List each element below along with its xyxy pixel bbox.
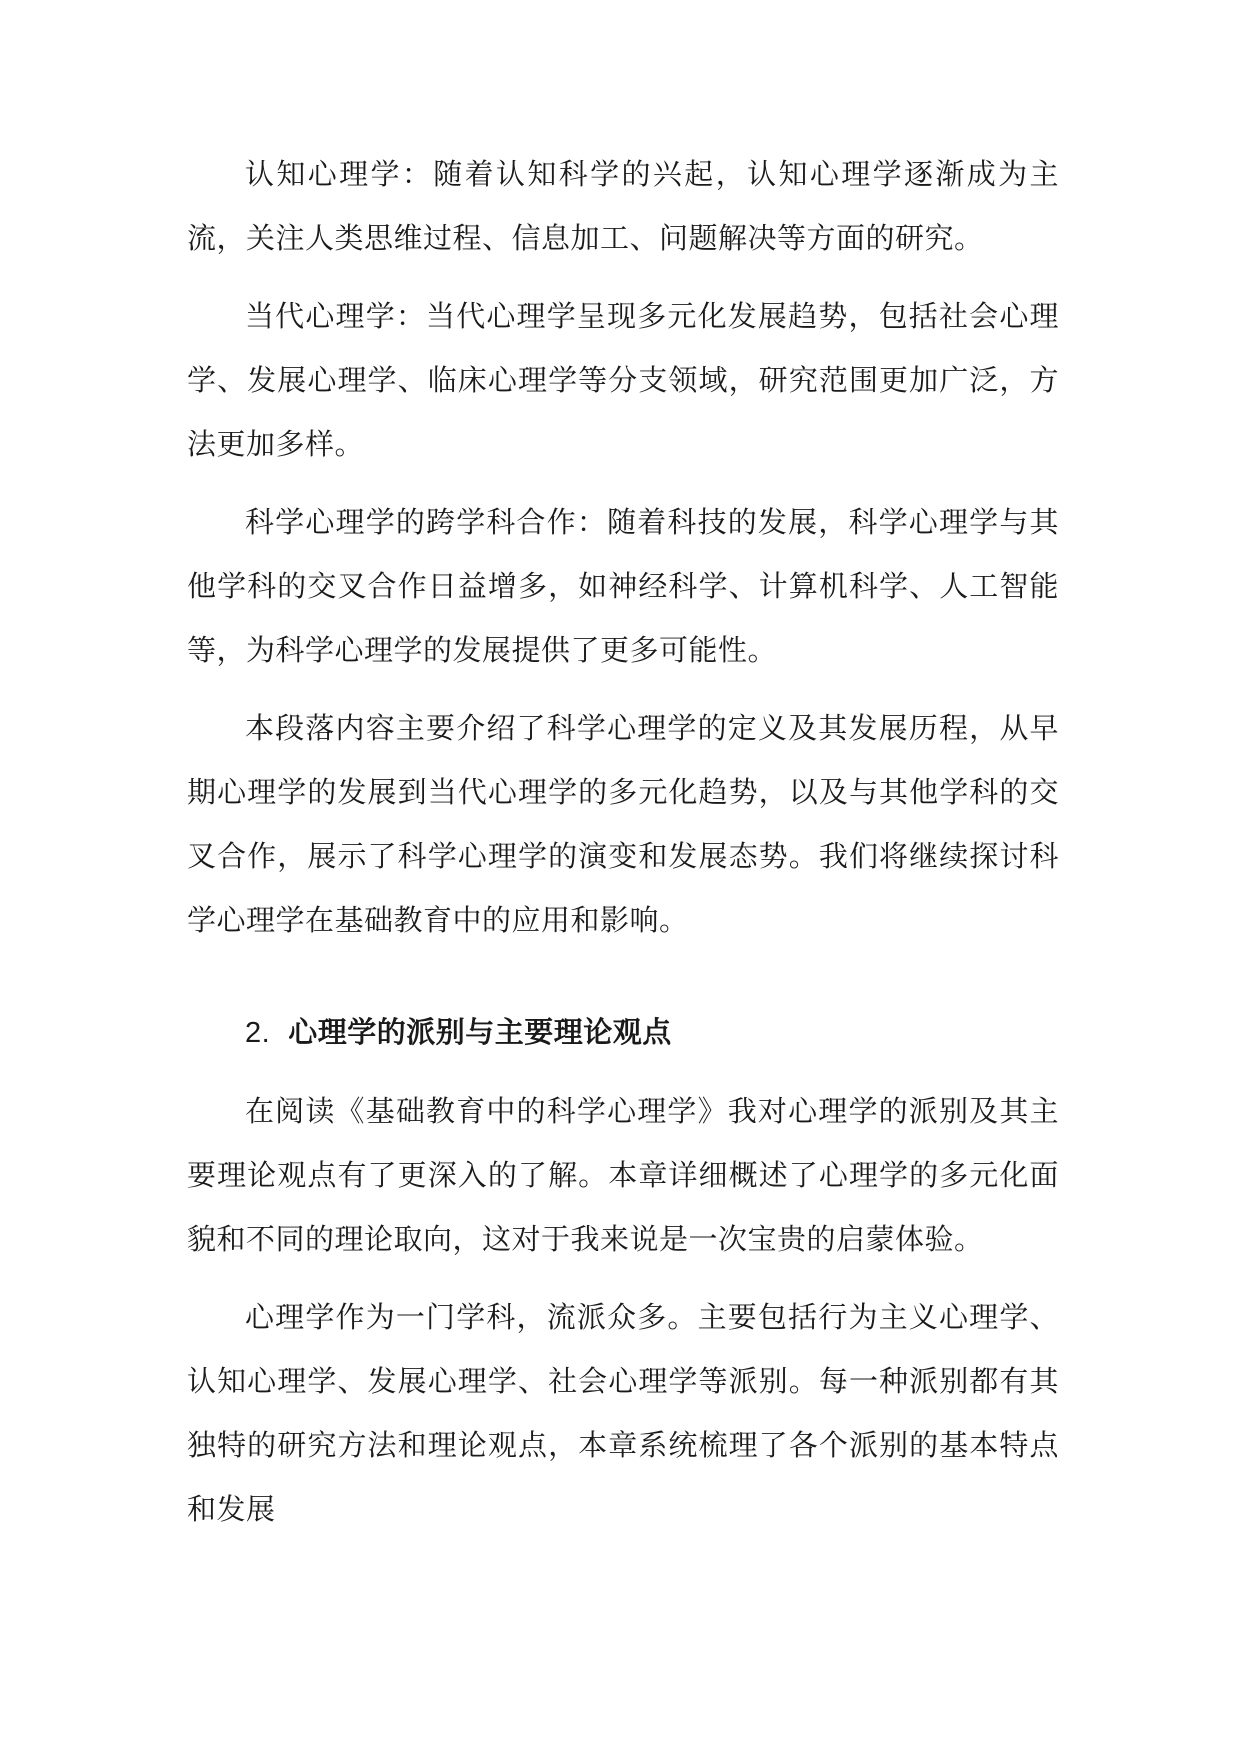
paragraph-contemporary-psychology: 当代心理学：当代心理学呈现多元化发展趋势，包括社会心理学、发展心理学、临床心理学等分支领域，研究范围更加广泛，方法更加多样。 [187, 299, 1059, 461]
paragraph-reading-reflection: 在阅读《基础教育中的科学心理学》我对心理学的派别及其主要理论观点有了更深入的了解。本章详细概述了心理学的多元化面貌和不同的理论取向，这对于我来说是一次宝贵的启蒙体验。 [187, 1094, 1059, 1256]
section-title: 心理学的派别与主要理论观点 [288, 1015, 672, 1049]
paragraph-summary: 本段落内容主要介绍了科学心理学的定义及其发展历程，从早期心理学的发展到当代心理学的多元化趋势，以及与其他学科的交叉合作，展示了科学心理学的演变和发展态势。我们将继续探讨科学心理学在基础教育中的应用和影响。 [187, 711, 1059, 937]
paragraph-schools-overview: 心理学作为一门学科，流派众多。主要包括行为主义心理学、认知心理学、发展心理学、社会心理学等派别。每一种派别都有其独特的研究方法和理论观点，本章系统梳理了各个派别的基本特点和发展 [187, 1300, 1059, 1526]
paragraph-interdisciplinary: 科学心理学的跨学科合作：随着科技的发展，科学心理学与其他学科的交叉合作日益增多，如神经科学、计算机科学、人工智能等，为科学心理学的发展提供了更多可能性。 [187, 505, 1059, 667]
section-heading [187, 1000, 1059, 1065]
document-body [187, 142, 1059, 1555]
paragraph-cognitive-psychology: 认知心理学：随着认知科学的兴起，认知心理学逐渐成为主流，关注人类思维过程、信息加工、问题解决等方面的研究。 [187, 157, 1059, 255]
section-number: 2. [245, 1017, 271, 1049]
